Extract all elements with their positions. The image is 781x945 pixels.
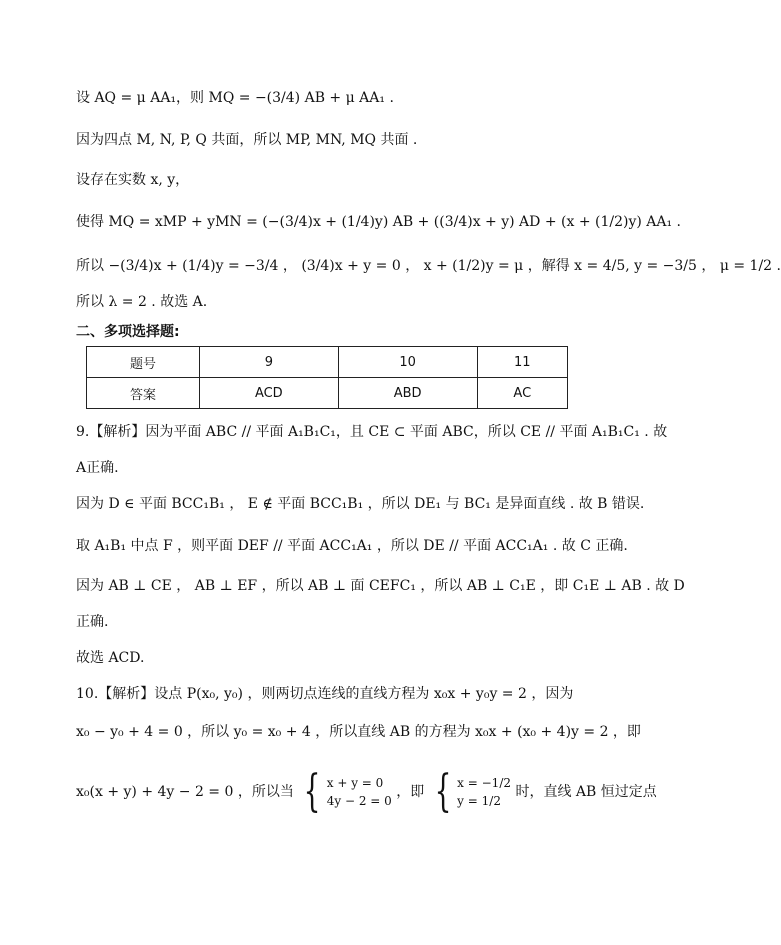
equation: x + y = 0: [326, 776, 384, 790]
table-cell: 10: [338, 347, 477, 378]
left-brace-icon: {: [303, 766, 321, 817]
q9-line-2: A正确.: [76, 460, 119, 476]
equation-system-2: [457, 774, 511, 810]
q9-line-4: 取 A₁B₁ 中点 F ，则平面 DEF // 平面 ACC₁A₁ ，所以 DE // 平面 ACC₁A₁ . 故 C 正确.: [76, 538, 628, 554]
equation: 4y − 2 = 0: [326, 794, 392, 808]
table-cell: 11: [477, 347, 567, 378]
left-brace-icon: {: [434, 766, 452, 817]
table-cell: AC: [477, 378, 567, 409]
text-line-2: 因为四点 M, N, P, Q 共面，所以 MP, MN, MQ 共面 .: [76, 132, 418, 148]
q9-line-7: 故选 ACD.: [76, 650, 145, 666]
q9-line-3: 因为 D ∈ 平面 BCC₁B₁ ， E ∉ 平面 BCC₁B₁ ，所以 DE₁ 与 BC₁ 是异面直线 . 故 B 错误.: [76, 496, 645, 512]
text-line-1: 设 AQ = μ AA₁，则 MQ = −(3/4) AB + μ AA₁ .: [76, 90, 394, 106]
section-heading: 二、多项选择题:: [76, 324, 180, 340]
q10-line-3b: ，即: [396, 784, 425, 800]
table-row: [87, 378, 568, 409]
q9-line-1: 9.【解析】因为平面 ABC // 平面 A₁B₁C₁，且 CE ⊂ 平面 ABC，所以 CE // 平面 A₁B₁C₁ . 故: [76, 424, 668, 440]
answer-table: [86, 346, 568, 409]
q9-line-6: 正确.: [76, 614, 109, 630]
equation: x = −1/2: [457, 776, 511, 790]
table-answer-label: 答案: [87, 378, 200, 409]
table-cell: ACD: [200, 378, 339, 409]
q9-line-5: 因为 AB ⊥ CE ， AB ⊥ EF ，所以 AB ⊥ 面 CEFC₁ ，所以 AB ⊥ C₁E ，即 C₁E ⊥ AB . 故 D: [76, 578, 685, 594]
q10-line-1: 10.【解析】设点 P(x₀, y₀) ，则两切点连线的直线方程为 x₀x + y₀y = 2 ，因为: [76, 686, 574, 702]
table-cell: ABD: [338, 378, 477, 409]
equation: y = 1/2: [457, 794, 501, 808]
table-header-label: 题号: [87, 347, 200, 378]
table-cell: 9: [200, 347, 339, 378]
table-row: [87, 347, 568, 378]
q10-line-3c: 时，直线 AB 恒过定点: [515, 784, 657, 800]
text-line-5: 所以 −(3/4)x + (1/4)y = −3/4 ， (3/4)x + y = 0 ， x + (1/2)y = μ ，解得 x = 4/5, y = −3/5 ， μ = 1/2 .: [76, 258, 781, 274]
equation-system-1: [327, 774, 392, 810]
text-line-6: 所以 λ = 2 . 故选 A.: [76, 294, 208, 310]
q10-line-2: x₀ − y₀ + 4 = 0 ，所以 y₀ = x₀ + 4 ，所以直线 AB 的方程为 x₀x + (x₀ + 4)y = 2 ，即: [76, 724, 641, 740]
q10-line-3a: x₀(x + y) + 4y − 2 = 0 ，所以当: [76, 784, 294, 800]
text-line-4: 使得 MQ = xMP + yMN = (−(3/4)x + (1/4)y) AB + ((3/4)x + y) AD + (x + (1/2)y) AA₁ .: [76, 214, 682, 230]
text-line-3: 设存在实数 x, y，: [76, 172, 190, 188]
q10-line-3: [76, 762, 657, 822]
